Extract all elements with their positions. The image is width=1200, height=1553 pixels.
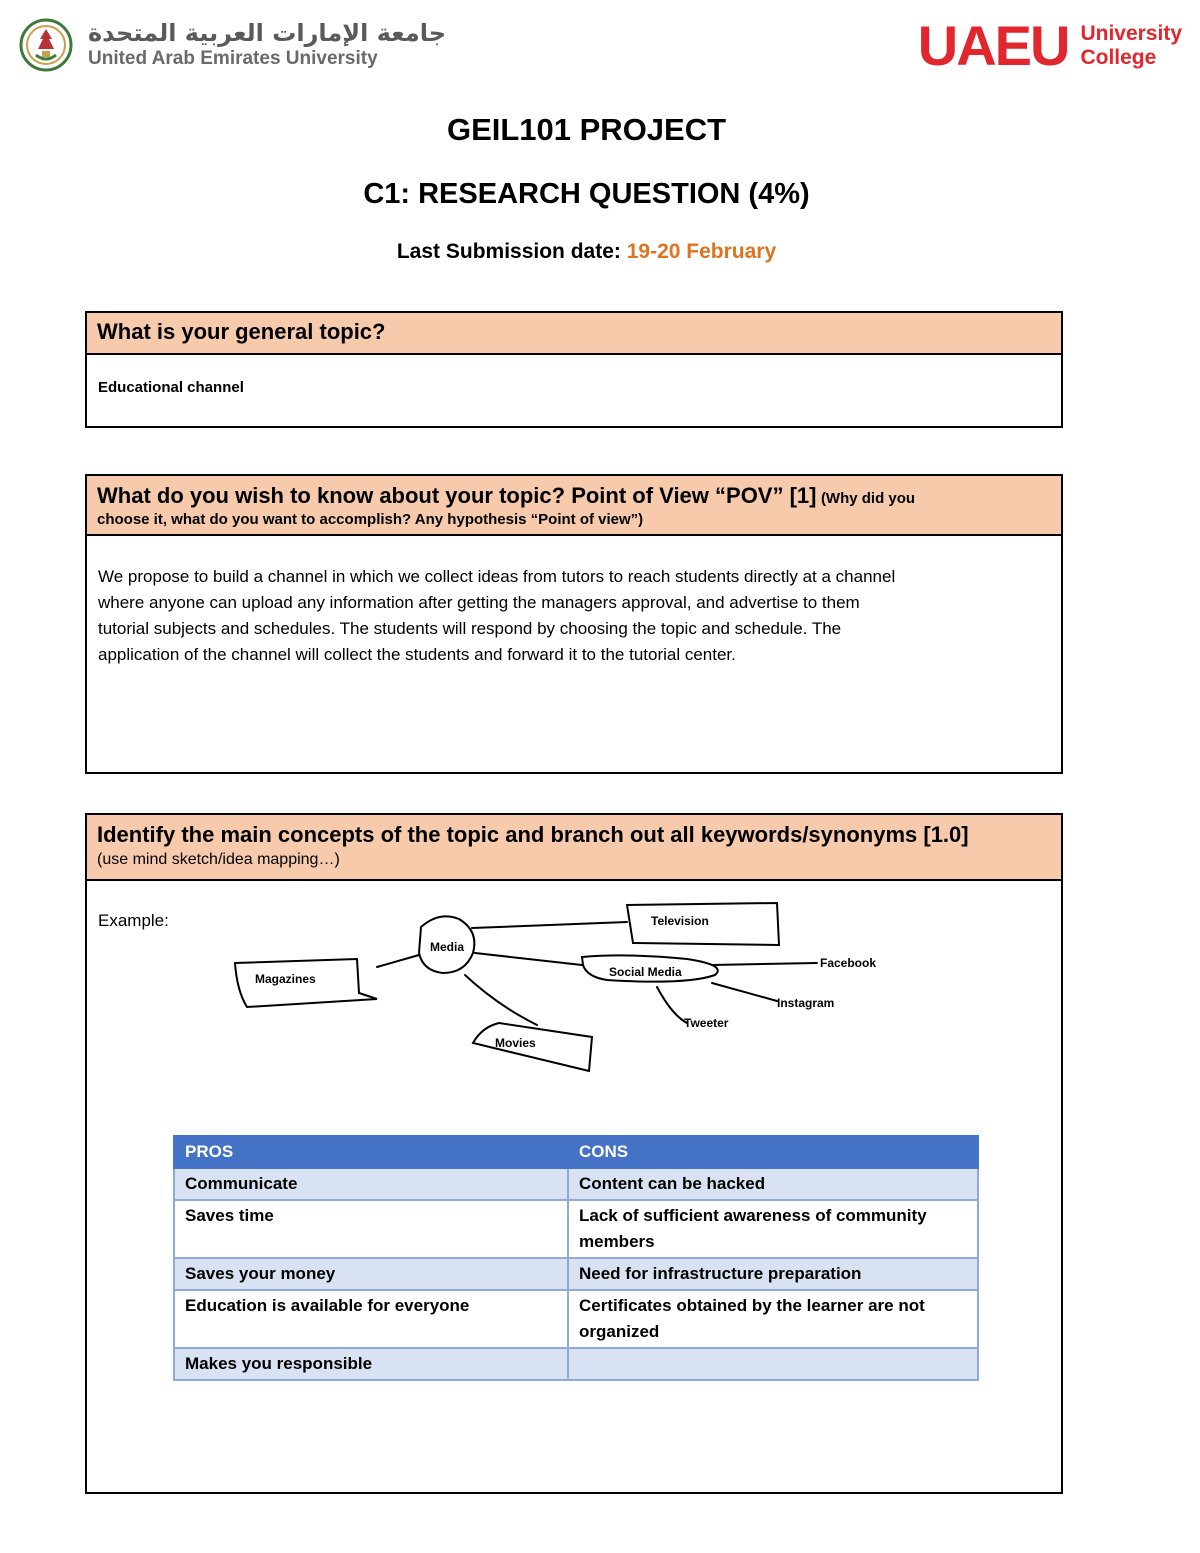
pros-cons-table	[173, 1135, 979, 1381]
table-row	[174, 1168, 978, 1200]
pros-cell: Saves time	[174, 1200, 568, 1258]
connector-line	[712, 963, 817, 965]
submission-label: Last Submission date:	[396, 240, 621, 263]
cons-cell	[568, 1348, 978, 1380]
pov-answer-line: where anyone can upload any information after getting the managers approval, and advertise to them	[98, 593, 860, 612]
pov-question: What do you wish to know about your topic? Point of View “POV” [1]	[97, 483, 817, 508]
university-name-english: United Arab Emirates University	[88, 47, 378, 69]
mindmap-label-magazines: Magazines	[255, 972, 316, 986]
pros-cell: Saves your money	[174, 1258, 568, 1290]
connector-line	[472, 922, 627, 928]
uaeu-logo	[18, 14, 446, 76]
mindmap-label-television: Television	[651, 914, 709, 928]
concepts-subheading: (use mind sketch/idea mapping…)	[97, 850, 340, 868]
uaeu-logo-mark: UAEU	[917, 14, 1069, 77]
pov-answer	[87, 536, 1061, 668]
pov-answer-line: We propose to build a channel in which we collect ideas from tutors to reach students directly at a channel	[98, 567, 896, 586]
component-title: C1: RESEARCH QUESTION (4%)	[363, 178, 810, 210]
submission-date: 19-20 February	[626, 240, 777, 263]
general-topic-section	[85, 311, 1063, 428]
mindmap-label-facebook: Facebook	[820, 956, 877, 970]
concepts-question: Identify the main concepts of the topic and branch out all keywords/synonyms [1.0]	[97, 822, 969, 847]
connector-line	[712, 983, 777, 1001]
cons-cell: Certificates obtained by the learner are not organized	[568, 1290, 978, 1348]
table-header-row	[174, 1136, 978, 1168]
pov-answer-line: tutorial subjects and schedules. The students will respond by choosing the topic and schedule. The	[98, 619, 842, 638]
general-topic-header	[87, 313, 1061, 355]
pov-note-line2: choose it, what do you want to accomplish? Any hypothesis “Point of view”)	[97, 510, 644, 528]
mindmap-label-media: Media	[430, 940, 465, 954]
cons-cell: Lack of sufficient awareness of community members	[568, 1200, 978, 1258]
general-topic-answer: Educational channel	[98, 379, 244, 396]
connector-line	[377, 955, 419, 967]
mindmap-label-movies: Movies	[495, 1036, 536, 1050]
pros-cell: Education is available for everyone	[174, 1290, 568, 1348]
cons-header: CONS	[568, 1136, 978, 1168]
general-topic-question: What is your general topic?	[97, 319, 386, 344]
example-label: Example:	[98, 911, 169, 930]
submission-line	[0, 240, 1173, 264]
university-college-logo	[917, 14, 1182, 77]
pov-answer-line: application of the channel will collect the students and forward it to the tutorial center.	[98, 645, 736, 664]
mindmap-label-tweeter: Tweeter	[684, 1016, 729, 1030]
college-logo-line2: College	[1080, 46, 1157, 69]
project-title: GEIL101 PROJECT	[446, 112, 727, 147]
table-row	[174, 1290, 978, 1348]
table-row	[174, 1258, 978, 1290]
mindmap-label-instagram: Instagram	[777, 996, 835, 1010]
university-name-arabic: جامعة الإمارات العربية المتحدة	[88, 19, 446, 48]
concepts-section	[85, 813, 1063, 1494]
college-logo-line1: University	[1080, 21, 1182, 45]
connector-line	[657, 987, 687, 1023]
pov-section	[85, 474, 1063, 774]
pros-cell: Makes you responsible	[174, 1348, 568, 1380]
table-row	[174, 1200, 978, 1258]
mind-map-sketch	[87, 815, 1061, 1115]
connector-line	[475, 953, 582, 965]
mindmap-label-social-media: Social Media	[609, 965, 682, 979]
table-row	[174, 1348, 978, 1380]
connector-line	[465, 975, 537, 1025]
uae-emblem-icon	[18, 15, 74, 75]
cons-cell: Need for infrastructure preparation	[568, 1258, 978, 1290]
pros-cell: Communicate	[174, 1168, 568, 1200]
cons-cell: Content can be hacked	[568, 1168, 978, 1200]
pov-note-line1: (Why did you	[820, 490, 916, 507]
pros-header: PROS	[174, 1136, 568, 1168]
pov-header	[87, 476, 1061, 536]
